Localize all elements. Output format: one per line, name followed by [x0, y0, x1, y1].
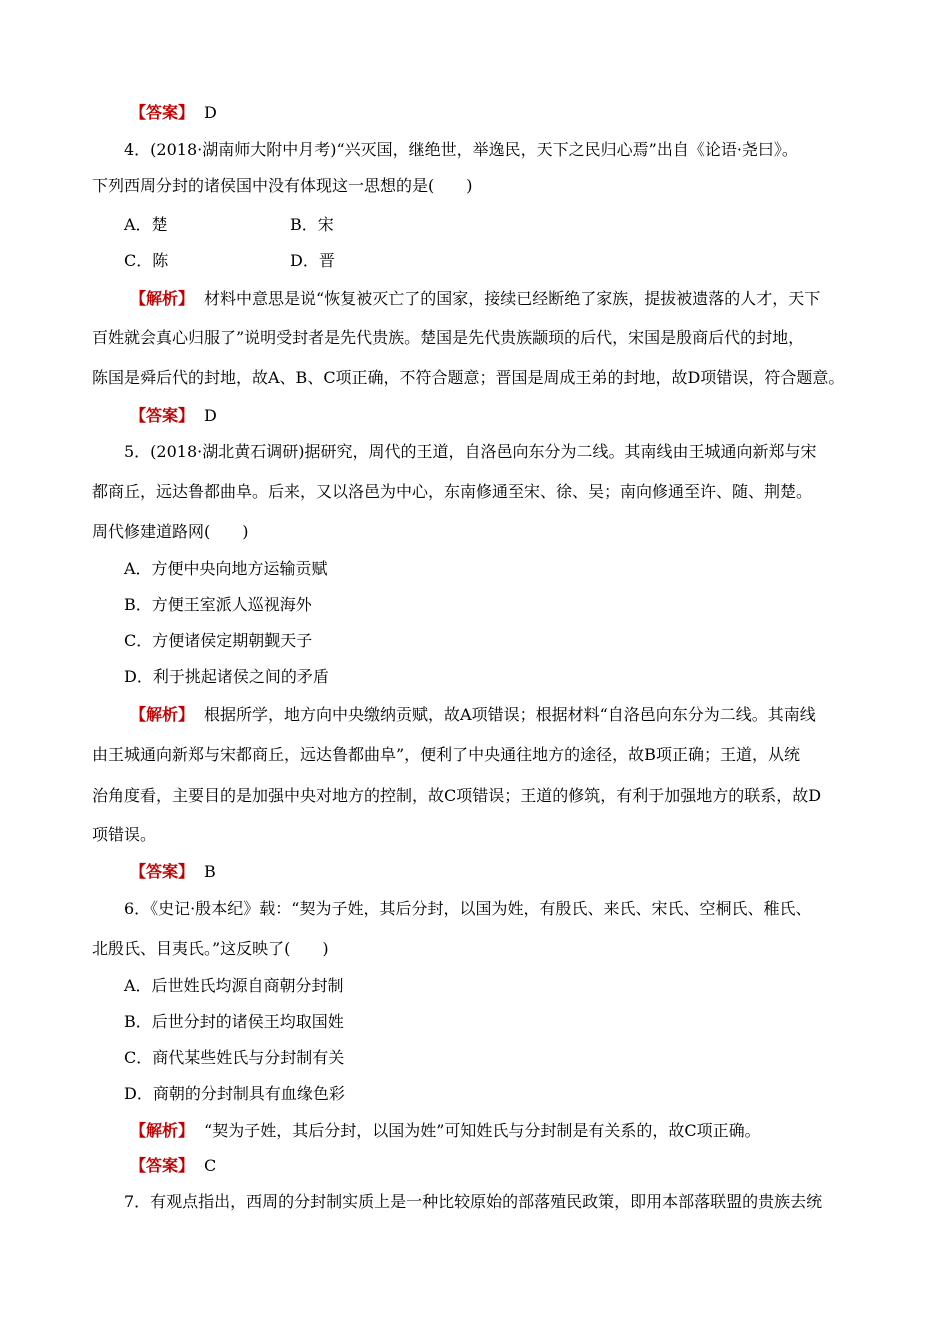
q5-option-a: A．方便中央向地方运输贡赋	[124, 559, 328, 578]
answer-value: D	[204, 406, 217, 425]
answer-value: B	[204, 862, 216, 881]
q6-option-c: C．商代某些姓氏与分封制有关	[124, 1048, 345, 1067]
q6-stem-line-1: 6．《史记·殷本纪》载：“契为子姓，其后分封，以国为姓，有殷氏、来氏、宋氏、空桐氏、稚氏、	[124, 899, 812, 918]
q4-option-a: A．楚	[124, 215, 168, 234]
q4-option-c: C．陈	[124, 251, 169, 270]
answer-tag: 【答案】	[130, 406, 195, 425]
analysis-tag: 【解析】	[130, 705, 195, 724]
q6-option-b: B．后世分封的诸侯王均取国姓	[124, 1012, 344, 1031]
q5-option-c: C．方便诸侯定期朝觐天子	[124, 631, 313, 650]
q4-stem-line-2: 下列西周分封的诸侯国中没有体现这一思想的是( )	[92, 176, 473, 195]
q6-answer	[130, 1154, 216, 1178]
q4-analysis-line-2: 百姓就会真心归服了”说明受封者是先代贵族。楚国是先代贵族颛顼的后代，宋国是殷商后代的封地，	[92, 328, 805, 347]
q4-options-row-1	[124, 213, 724, 237]
answer-tag: 【答案】	[130, 103, 195, 122]
q5-option-b: B．方便王室派人巡视海外	[124, 595, 312, 614]
analysis-tag: 【解析】	[130, 1121, 195, 1140]
q5-answer	[130, 860, 216, 884]
q5-analysis-line-1	[130, 703, 816, 727]
q5-analysis-line-4: 项错误。	[92, 825, 157, 844]
analysis-text: 根据所学，地方向中央缴纳贡赋，故A项错误；根据材料“自洛邑向东分为二线。其南线	[204, 705, 816, 724]
analysis-text: “契为子姓，其后分封，以国为姓”可知姓氏与分封制是有关系的，故C项正确。	[204, 1121, 761, 1140]
q3-answer	[130, 101, 217, 125]
analysis-tag: 【解析】	[130, 289, 195, 308]
q5-analysis-line-3: 治角度看，主要目的是加强中央对地方的控制，故C项错误；王道的修筑，有利于加强地方的联系，故D	[92, 786, 822, 805]
q5-analysis-line-2: 由王城通向新郑与宋都商丘，远达鲁都曲阜”，便利了中央通往地方的途径，故B项正确；王道，从统	[92, 745, 800, 764]
q5-option-d: D．利于挑起诸侯之间的矛盾	[124, 667, 329, 686]
answer-tag: 【答案】	[130, 862, 195, 881]
q5-stem-line-1: 5．(2018·湖北黄石调研)据研究，周代的王道，自洛邑向东分为二线。其南线由王城通向新郑与宋	[124, 442, 817, 461]
q4-options-row-2	[124, 249, 724, 273]
q5-stem-line-2: 都商丘，远达鲁都曲阜。后来，又以洛邑为中心，东南修通至宋、徐、吴；南向修通至许、随、荆楚。	[92, 482, 813, 501]
q4-option-d: D．晋	[290, 251, 335, 270]
q7-stem-line-1: 7．有观点指出，西周的分封制实质上是一种比较原始的部落殖民政策，即用本部落联盟的贵族去统	[124, 1192, 823, 1211]
q6-analysis-line-1	[130, 1119, 761, 1143]
q6-stem-line-2: 北殷氏、目夷氏。”这反映了( )	[92, 939, 329, 958]
answer-tag: 【答案】	[130, 1156, 195, 1175]
q4-analysis-line-1	[130, 287, 820, 311]
answer-value: C	[204, 1156, 217, 1175]
q4-answer	[130, 404, 217, 428]
answer-value: D	[204, 103, 217, 122]
q4-stem-line-1: 4．(2018·湖南师大附中月考)“兴灭国，继绝世，举逸民，天下之民归心焉”出自《论语·尧曰》。	[124, 140, 798, 159]
q6-option-d: D．商朝的分封制具有血缘色彩	[124, 1084, 345, 1103]
q5-stem-line-3: 周代修建道路网( )	[92, 522, 249, 541]
q6-option-a: A．后世姓氏均源自商朝分封制	[124, 976, 344, 995]
q4-option-b: B．宋	[290, 215, 334, 234]
analysis-text: 材料中意思是说“恢复被灭亡了的国家，接续已经断绝了家族，提拔被遗落的人才，天下	[204, 289, 821, 308]
q4-analysis-line-3: 陈国是舜后代的封地，故A、B、C项正确，不符合题意；晋国是周成王弟的封地，故D项错误，符合题意。	[92, 368, 845, 387]
